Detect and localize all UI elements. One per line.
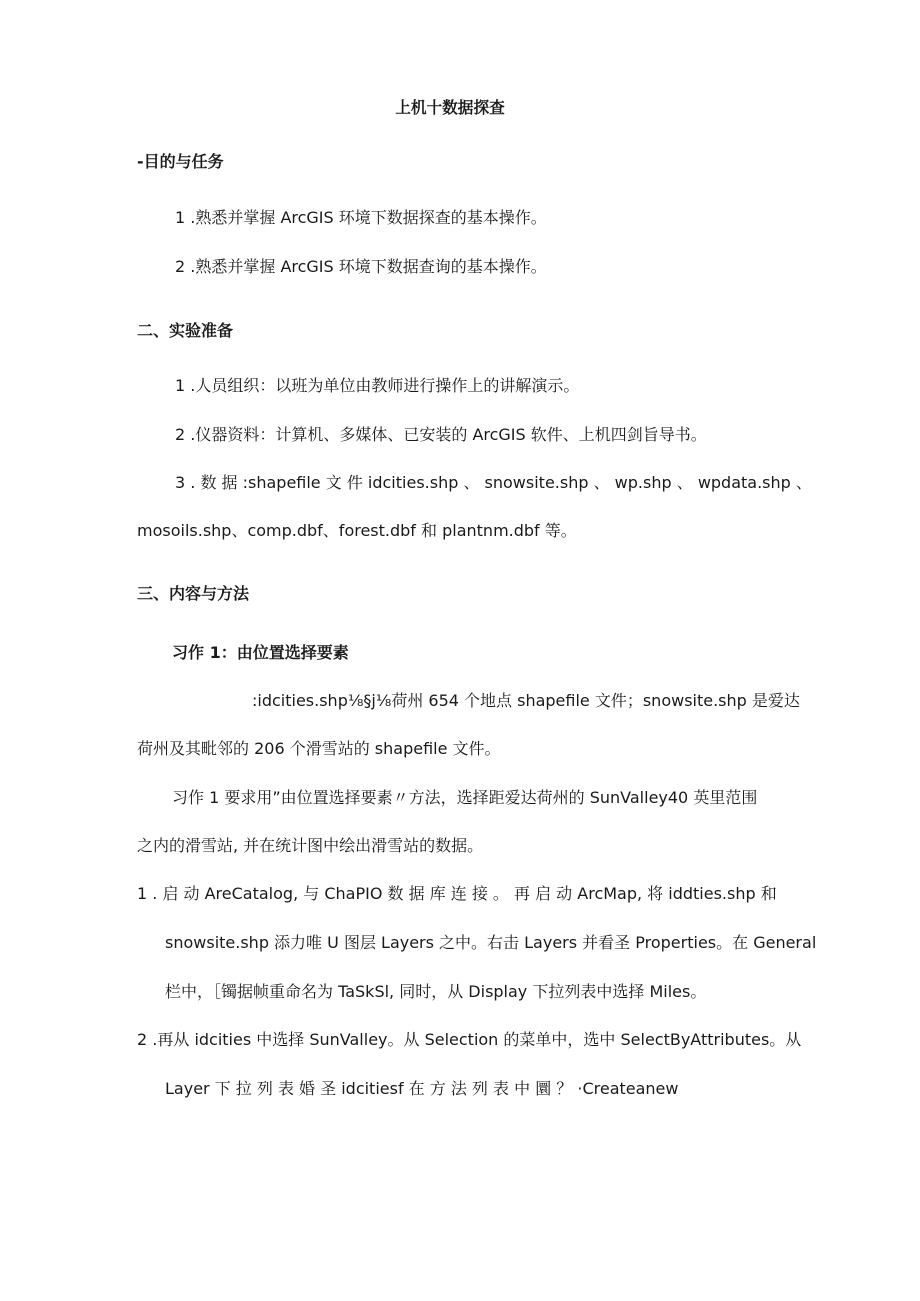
paragraph-line: 之内的滑雪站, 并在统计图中绘出滑雪站的数据。 <box>137 836 484 855</box>
list-item: 2 .仪器资料：计算机、多媒体、已安装的 ArcGIS 软件、上机四剑旨导书。 <box>175 425 707 444</box>
paragraph-line: 荷州及其毗邻的 206 个滑雪站的 shapefile 文件。 <box>137 739 501 758</box>
paragraph-line: 习作 1 要求用”由位置选择要素〃方法，选择距爱达荷州的 SunValley40 英里范围 <box>172 788 758 807</box>
step-line: 2 .再从 idcities 中选择 SunValley。从 Selection 的菜单中，选中 SelectByAttributes。从 <box>137 1030 802 1049</box>
step-line: Layer 下 拉 列 表 婚 圣 idcitiesf 在 方 法 列 表 中 圜 ？ ·Createanew <box>165 1079 679 1098</box>
list-item-continuation: mosoils.shp、comp.dbf、forest.dbf 和 plantnm.dbf 等。 <box>137 521 577 540</box>
list-item: 1 .人员组织：以班为单位由教师进行操作上的讲解演示。 <box>175 376 580 395</box>
list-item: 2 .熟悉并掌握 ArcGIS 环境下数据查询的基本操作。 <box>175 257 547 276</box>
section-heading-preparation: 二、实验准备 <box>137 321 234 340</box>
section-heading-purpose: -目的与任务 <box>137 152 224 171</box>
step-line: snowsite.shp 添力唯 U 图层 Layers 之中。右击 Layers 并看圣 Properties。在 General <box>165 933 817 952</box>
paragraph-line: :idcities.shp⅛§j⅛荷州 654 个地点 shapefile 文件；snowsite.shp 是爱达 <box>252 691 800 710</box>
document-title: 上机十数据探查 <box>395 98 505 117</box>
list-item: 1 .熟悉并掌握 ArcGIS 环境下数据探查的基本操作。 <box>175 208 547 227</box>
list-item: 3 . 数 据 :shapefile 文 件 idcities.shp 、 snowsite.shp 、 wp.shp 、 wpdata.shp 、 <box>175 473 812 492</box>
step-line: 栏中，［镯据帧重命名为 TaSkSl, 同时，从 Display 下拉列表中选择 Miles。 <box>165 982 707 1001</box>
section-heading-method: 三、内容与方法 <box>137 584 250 603</box>
exercise-heading: 习作 1：由位置选择要素 <box>172 643 349 662</box>
step-line: 1 . 启 动 AreCatalog, 与 ChaPIO 数 据 库 连 接 。 再 启 动 ArcMap, 将 iddties.shp 和 <box>137 884 777 903</box>
